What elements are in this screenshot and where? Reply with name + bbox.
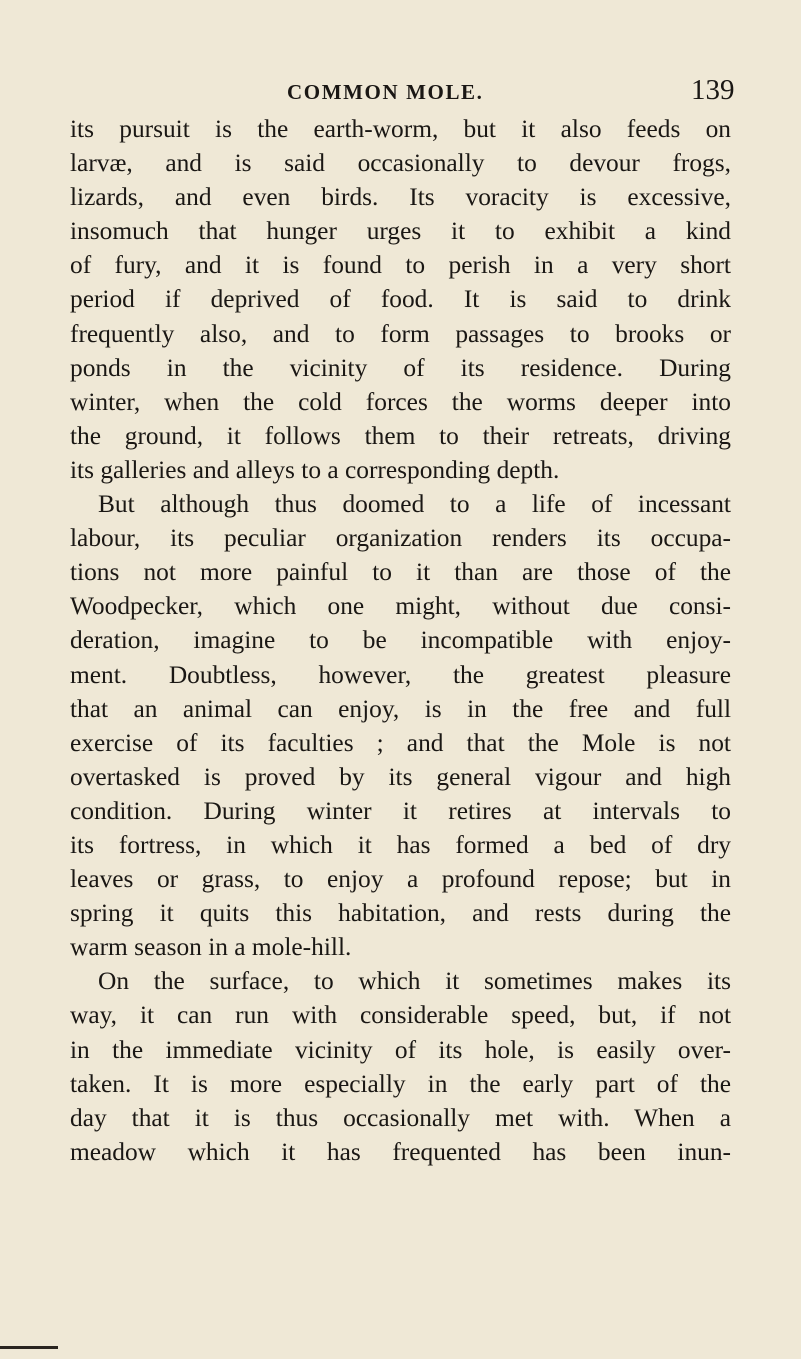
text-line: tions not more painful to it than are those of the: [70, 558, 731, 587]
text-line: labour, its peculiar organization renders its occupa-: [70, 524, 731, 553]
text-line: overtasked is proved by its general vigour and high: [70, 762, 731, 791]
running-title: COMMON MOLE.: [287, 80, 484, 104]
text-line: lizards, and even birds. Its voracity is excessive,: [70, 183, 731, 212]
text-line: that an animal can enjoy, is in the free and full: [70, 694, 731, 723]
text-line: Woodpecker, which one might, without due consi-: [70, 592, 731, 621]
text-line: ment. Doubtless, however, the greatest pleasure: [70, 660, 731, 689]
text-line: day that it is thus occasionally met with. When a: [70, 1103, 731, 1132]
text-line: in the immediate vicinity of its hole, is easily over-: [70, 1035, 731, 1064]
text-line: But although thus doomed to a life of incessant: [98, 490, 731, 519]
text-line: meadow which it has frequented has been inun-: [70, 1137, 731, 1166]
text-line: warm season in a mole-hill.: [70, 933, 352, 962]
text-line: winter, when the cold forces the worms deeper into: [70, 387, 731, 416]
text-line: way, it can run with considerable speed, but, if not: [70, 1001, 731, 1030]
text-line: its fortress, in which it has formed a bed of dry: [70, 830, 731, 859]
text-line: insomuch that hunger urges it to exhibit a kind: [70, 217, 731, 246]
text-line: the ground, it follows them to their retreats, driving: [70, 421, 731, 450]
text-line: exercise of its faculties ; and that the Mole is not: [70, 728, 731, 757]
page-number: 139: [691, 74, 735, 106]
text-line: its galleries and alleys to a corresponding depth.: [70, 455, 560, 484]
bottom-rule: [0, 1346, 58, 1349]
text-line: ponds in the vicinity of its residence. During: [70, 353, 731, 382]
text-line: larvæ, and is said occasionally to devour frogs,: [70, 149, 731, 178]
text-line: leaves or grass, to enjoy a profound repose; but in: [70, 865, 731, 894]
text-line: of fury, and it is found to perish in a very short: [70, 251, 731, 280]
text-line: condition. During winter it retires at intervals to: [70, 796, 731, 825]
running-head: [0, 74, 801, 110]
text-line: deration, imagine to be incompatible with enjoy-: [70, 626, 731, 655]
text-line: frequently also, and to form passages to brooks or: [70, 319, 731, 348]
text-line: its pursuit is the earth-worm, but it also feeds on: [70, 115, 731, 143]
text-line: period if deprived of food. It is said to drink: [70, 285, 731, 314]
text-line: spring it quits this habitation, and rests during the: [70, 899, 731, 928]
text-line: taken. It is more especially in the early part of the: [70, 1069, 731, 1098]
text-line: On the surface, to which it sometimes makes its: [98, 967, 731, 996]
body-text: [70, 112, 731, 1169]
